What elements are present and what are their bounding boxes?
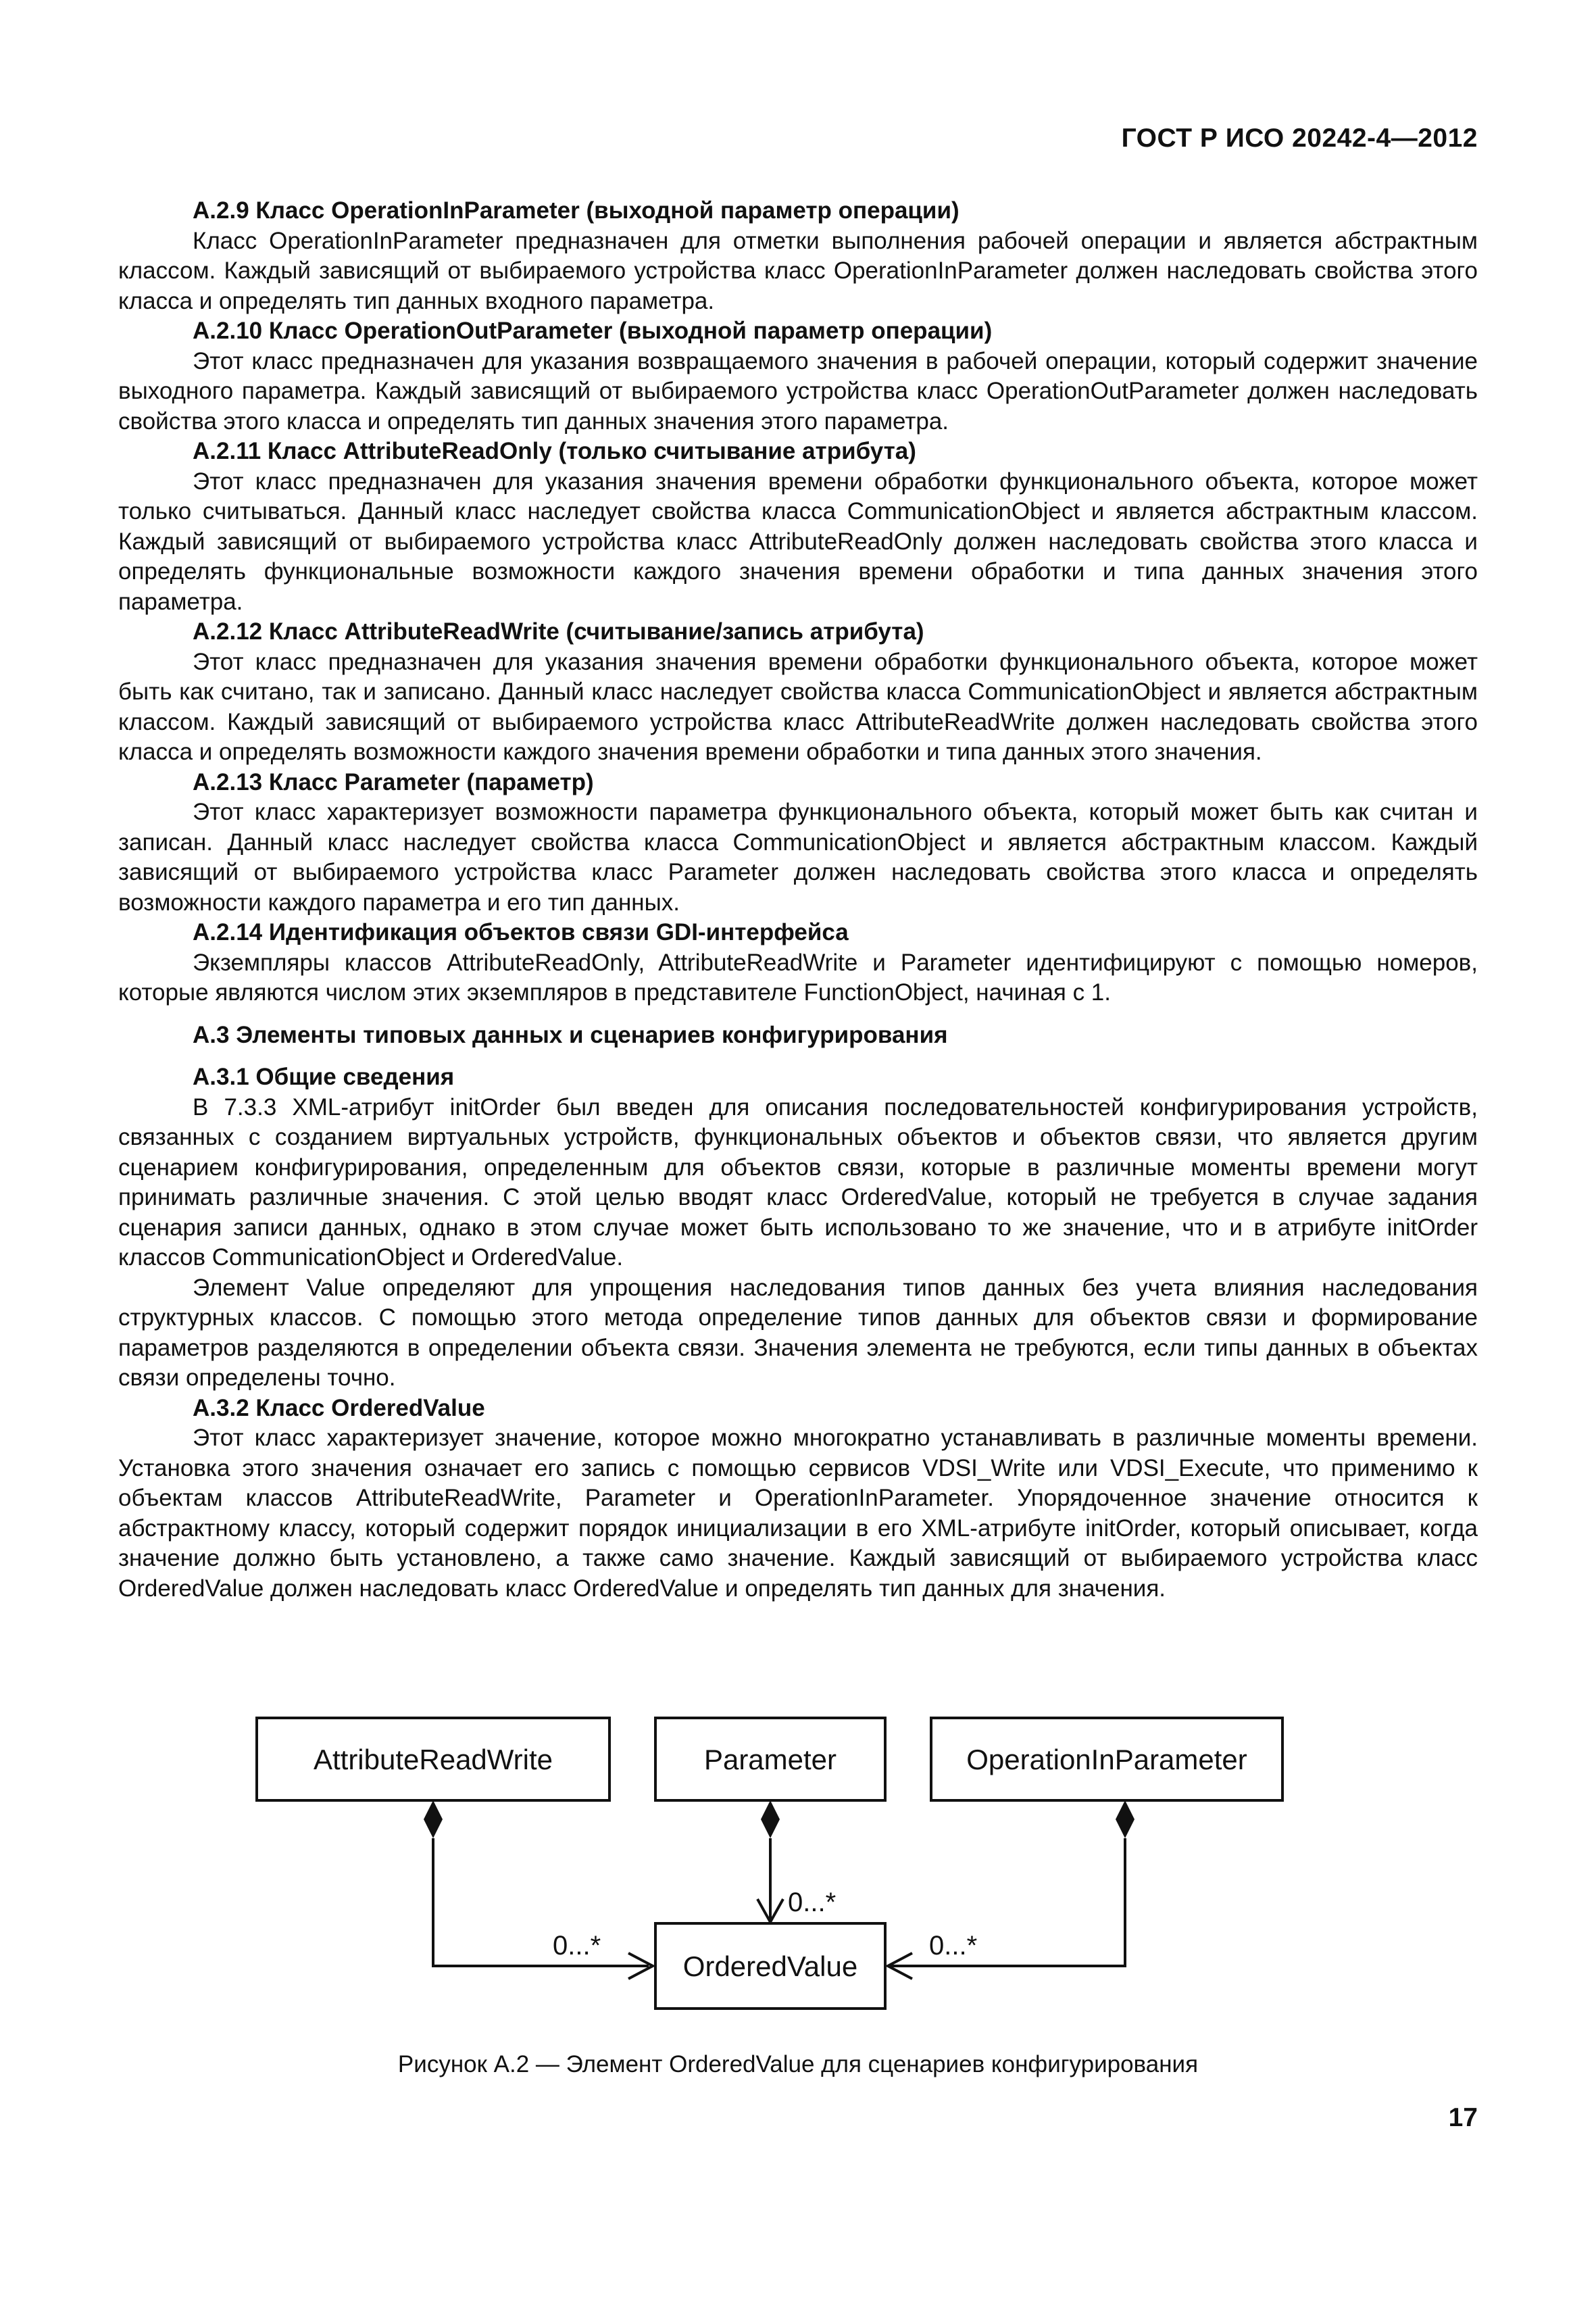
figure-caption: Рисунок А.2 — Элемент OrderedValue для сценариев конфигурирования (397, 2051, 1199, 2077)
uml-diagram (0, 1703, 1596, 2054)
label-operation-in-parameter: OperationInParameter (966, 1744, 1247, 1775)
connector-right (891, 1838, 1125, 1966)
diamond-icon (1116, 1800, 1134, 1838)
page-number: 17 (1448, 2103, 1478, 2132)
paragraph: Этот класс предназначен для указания возвращаемого значения в рабочей операции, который содержит значение выходного параметра. Каждый зависящий от выбираемого устройства класс OperationOutParameter должен наследовать свойства этого класса и определять тип данных значения этого параметра. (118, 347, 1478, 435)
connector-left (433, 1838, 649, 1966)
figure-a2 (0, 1703, 1596, 2082)
section-heading: А.2.11 Класс AttributeReadOnly (только считывание атрибута) (193, 438, 916, 464)
document-body (118, 196, 1478, 1604)
paragraph: Этот класс предназначен для указания значения времени обработки функционального объекта, которое может только считываться. Данный класс наследует свойства класса CommunicationObject и является абстрактным классом. Каждый зависящий от выбираемого устройства класс AttributeReadOnly должен наследовать свойства этого класса и определять функциональные возможности каждого значения времени обработки и типа данных значения этого параметра. (118, 468, 1478, 615)
multiplicity-left: 0...* (553, 1931, 601, 1961)
paragraph: Этот класс предназначен для указания значения времени обработки функционального объекта, которое может быть как считано, так и записано. Данный класс наследует свойства класса CommunicationObject и является абстрактным классом. Каждый зависящий от выбираемого устройства класс AttributeReadWrite должен наследовать свойства этого класса и определять возможности каждого значения времени обработки и типа данных этого значения. (118, 648, 1478, 765)
label-parameter: Parameter (703, 1744, 837, 1775)
label-attribute-read-write: AttributeReadWrite (313, 1744, 553, 1775)
section-heading: А.2.9 Класс OperationInParameter (выходной параметр операции) (193, 197, 959, 224)
paragraph: В 7.3.3 XML-атрибут initOrder был введен для описания последовательностей конфигурирования устройств, связанных с созданием виртуальных устройств, функциональных объектов и объектов связи, что является другим сценарием конфигурирования, определенным для объектов связи, которые в различные моменты времени могут принимать различные значения. С этой целью вводят класс OrderedValue, который не требуется в случае задания сценария записи данных, однако в этом случае может быть использовано то же значение, что и в атрибуте initOrder классов CommunicationObject и OrderedValue. (118, 1093, 1478, 1271)
paragraph: Этот класс характеризует возможности параметра функционального объекта, который может быть как считан и записан. Данный класс наследует свойства класса CommunicationObject и является абстрактным классом. Каждый зависящий от выбираемого устройства класс Parameter должен наследовать свойства этого класса и определять возможности каждого параметра и его тип данных. (118, 799, 1478, 916)
sections-container (118, 196, 1478, 1604)
diamond-icon (761, 1800, 780, 1838)
section-heading: А.3 Элементы типовых данных и сценариев конфигурирования (193, 1021, 948, 1048)
paragraph: Экземпляры классов AttributeReadOnly, AttributeReadWrite и Parameter идентифицируют с помощью номеров, которые являются числом этих экземпляров в представителе FunctionObject, начиная с 1. (118, 949, 1478, 1006)
paragraph: Этот класс характеризует значение, которое можно многократно устанавливать в различные моменты времени. Установка этого значения означает его запись с помощью сервисов VDSI_Write или VDSI_Execute, что применимо к объектам классов AttributeReadWrite, Parameter и OperationInParameter. Упорядоченное значение относится к абстрактному классу, который содержит порядок инициализации в его XML-атрибуте initOrder, который описывает, когда значение должно быть установлено, а также само значение. Каждый зависящий от выбираемого устройства класс OrderedValue должен наследовать класс OrderedValue и определять тип данных для значения. (118, 1425, 1478, 1602)
multiplicity-top: 0...* (788, 1888, 837, 1917)
section-heading: А.2.12 Класс AttributeReadWrite (считывание/запись атрибута) (193, 618, 924, 645)
section-heading: А.2.10 Класс OperationOutParameter (выходной параметр операции) (193, 318, 993, 344)
section-heading: А.2.14 Идентификация объектов связи GDI-интерфейса (193, 919, 849, 945)
paragraph: Класс OperationInParameter предназначен для отметки выполнения рабочей операции и является абстрактным классом. Каждый зависящий от выбираемого устройства класс OperationInParameter должен наследовать свойства этого класса и определять тип данных входного параметра. (118, 227, 1478, 314)
paragraph: Элемент Value определяют для упрощения наследования типов данных без учета влияния наследования структурных классов. С помощью этого метода определение типов данных для объектов связи и формирование параметров разделяются в определении объекта связи. Значения элемента не требуются, если типы данных в объектах связи определены точно. (118, 1274, 1478, 1391)
spacer (118, 1050, 1478, 1062)
standard-header: ГОСТ Р ИСО 20242-4—2012 (1121, 124, 1478, 153)
section-heading: А.3.1 Общие сведения (193, 1064, 455, 1090)
multiplicity-right: 0...* (929, 1931, 978, 1961)
section-heading: А.3.2 Класс OrderedValue (193, 1394, 485, 1421)
section-heading: А.2.13 Класс Parameter (параметр) (193, 768, 594, 795)
spacer (118, 1008, 1478, 1020)
label-ordered-value: OrderedValue (682, 1950, 858, 1982)
diamond-icon (424, 1800, 443, 1838)
